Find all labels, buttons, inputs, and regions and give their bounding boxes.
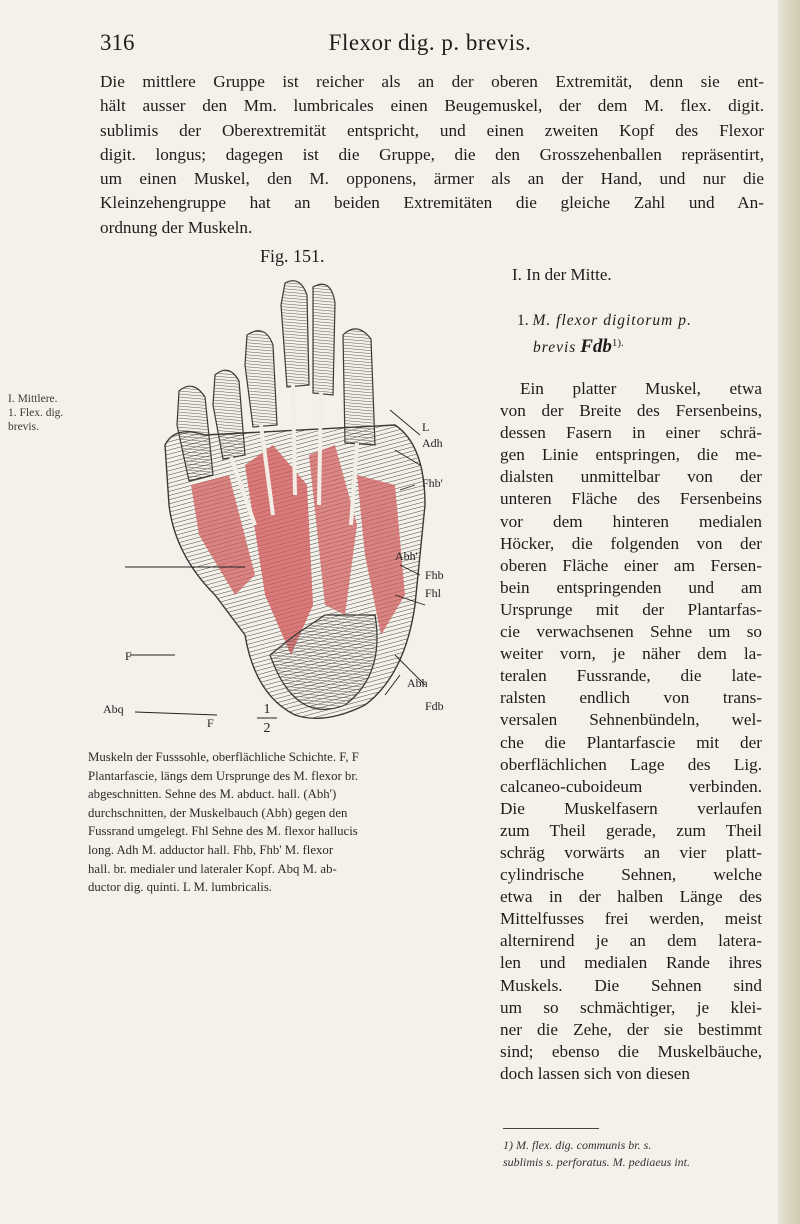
running-title: Flexor dig. p. brevis. — [328, 30, 532, 55]
body-line: oberflächlichen Lage des Lig. — [500, 754, 762, 774]
margin-note-line: I. Mittlere. — [8, 393, 58, 405]
body-line: alternirend je an dem latera- — [500, 931, 762, 951]
body-line: dialsten unmittelbar von der — [500, 467, 762, 487]
scale-fraction — [247, 700, 287, 740]
caption-line: Fussrand umgelegt. Fhl Sehne des M. flexor hallucis — [88, 824, 358, 839]
muscle-heading — [517, 310, 777, 359]
body-line: bein entspringenden und am — [500, 577, 762, 597]
body-line: cylindrische Sehnen, welche — [500, 865, 762, 885]
caption-line: abgeschnitten. Sehne des M. abduct. hall. (Abh') — [88, 787, 337, 802]
foot-muscle-drawing — [95, 275, 475, 730]
body-line: von der Breite des Fersenbeins, — [500, 401, 762, 421]
label-Fdb: Fdb — [425, 699, 444, 713]
intro-line: digit. longus; dagegen ist die Gruppe, die den Grosszehenballen repräsentirt, — [100, 144, 764, 164]
toe-3 — [245, 331, 277, 427]
body-line: teralen Fussrande, die late- — [500, 666, 762, 686]
footnote-mark: 1). — [611, 337, 624, 349]
body-line: versalen Sehnenbündeln, wel- — [500, 710, 762, 730]
label-Fhb-prime: Fhb' — [422, 476, 443, 490]
intro-line: um einen Muskel, den M. opponens, ärmer als an der Hand, und nur die — [100, 169, 764, 189]
body-line: Mittelfusses frei werden, meist — [500, 909, 762, 929]
page-edge — [778, 0, 800, 1224]
body-line: weiter vorn, je näher dem la- — [500, 644, 762, 664]
label-Abh-prime: Abh' — [395, 549, 418, 563]
body-line: cie verwachsenen Sehne um so — [500, 622, 762, 642]
muscle-abbreviation: Fdb — [580, 336, 612, 358]
body-line: Ursprunge mit der Plantarfas- — [500, 599, 762, 619]
label-Adh: Adh — [422, 436, 443, 450]
intro-paragraph — [100, 70, 764, 240]
label-Fhb: Fhb — [425, 568, 444, 582]
label-F-lower: F — [207, 716, 214, 730]
label-Abq: Abq — [103, 702, 124, 716]
page-number: 316 — [100, 30, 135, 55]
foot-sole-illustration — [95, 275, 475, 730]
caption-line: hall. br. medialer und lateraler Kopf. Abq M. ab- — [88, 861, 337, 876]
body-line: ner die Zehe, der sie bestimmt — [500, 1019, 762, 1039]
body-line: Höcker, die folgenden von der — [500, 533, 762, 553]
body-line: che die Plantarfascie mit der — [500, 732, 762, 752]
body-line: zum Theil gerade, zum Theil — [500, 820, 762, 840]
figure-caption — [88, 748, 482, 897]
intro-line: hält ausser den Mm. lumbricales einen Beugemuskel, der dem M. flex. digit. — [100, 96, 764, 116]
body-line: Ein platter Muskel, etwa — [520, 379, 762, 398]
body-line: oberen Fläche einer am Fersen- — [500, 555, 762, 575]
caption-line: Muskeln der Fusssohle, oberflächliche Schichte. F, F — [88, 750, 359, 764]
label-Abh: Abh — [407, 676, 428, 690]
intro-line: Die mittlere Gruppe ist reicher als an der oberen Extremität, denn sie ent- — [100, 72, 764, 91]
body-line: unteren Fläche des Fersenbeins — [500, 489, 762, 509]
page-header — [100, 30, 760, 60]
body-line: um so schmächtiger, je klei- — [500, 997, 762, 1017]
scale-denominator: 2 — [263, 721, 271, 736]
footnote — [503, 1137, 763, 1171]
intro-line: ordnung der Muskeln. — [100, 217, 253, 237]
caption-line: durchschnitten, der Muskelbauch (Abh) gegen den — [88, 805, 348, 820]
margin-note-line: brevis. — [8, 421, 39, 433]
body-line: dessen Fasern in einer schrä- — [500, 423, 762, 443]
intro-line: sublimis der Oberextremität entspricht, und einen zweiten Kopf des Flexor — [100, 120, 764, 140]
toe-2 — [281, 281, 309, 387]
footnote-line: 1) M. flex. dig. communis br. s. — [503, 1138, 652, 1152]
muscle-name-line2: brevis — [533, 339, 577, 357]
muscle-number: 1. — [517, 312, 529, 329]
label-L: L — [422, 420, 430, 434]
body-line: doch lassen sich von diesen — [500, 1063, 690, 1083]
muscle-description — [500, 378, 762, 1085]
body-line: vor dem hinteren medialen — [500, 511, 762, 531]
intro-line: Kleinzehengruppe hat an beiden Extremitäten die gleiche Zahl und An- — [100, 193, 764, 213]
body-line: ralsten endlich von trans- — [500, 688, 762, 708]
body-line: len und medialen Rande ihres — [500, 953, 762, 973]
toe-1 — [313, 284, 335, 395]
body-line: etwa in der halben Länge des — [500, 887, 762, 907]
footnote-rule — [503, 1128, 599, 1129]
label-Fhl: Fhl — [425, 586, 442, 600]
caption-line: long. Adh M. adductor hall. Fhb, Fhb' M. flexor — [88, 842, 334, 857]
body-line: schräg vorwärts an vier platt- — [500, 842, 762, 862]
scale-numerator: 1 — [263, 702, 271, 717]
figure-label: Fig. 151. — [260, 246, 325, 266]
body-line: sind; ebenso die Muskelbäuche, — [500, 1041, 762, 1061]
section-heading: I. In der Mitte. — [512, 265, 612, 284]
footnote-line: sublimis s. perforatus. M. pediaeus int. — [503, 1155, 691, 1169]
margin-note — [8, 392, 88, 434]
body-line: gen Linie entspringen, die me- — [500, 445, 762, 465]
margin-note-line: 1. Flex. dig. — [8, 407, 64, 419]
caption-line: Plantarfascie, längs dem Ursprunge des M. flexor br. — [88, 768, 359, 783]
label-F-upper: F — [125, 649, 132, 663]
caption-line: ductor dig. quinti. L M. lumbricalis. — [88, 880, 272, 895]
body-line: Muskels. Die Sehnen sind — [500, 975, 762, 995]
body-line: calcaneo-cuboideum verbinden. — [500, 776, 762, 796]
muscle-name-line1: M. flexor digitorum p. — [532, 312, 692, 329]
body-line: Die Muskelfasern verlaufen — [500, 798, 762, 818]
